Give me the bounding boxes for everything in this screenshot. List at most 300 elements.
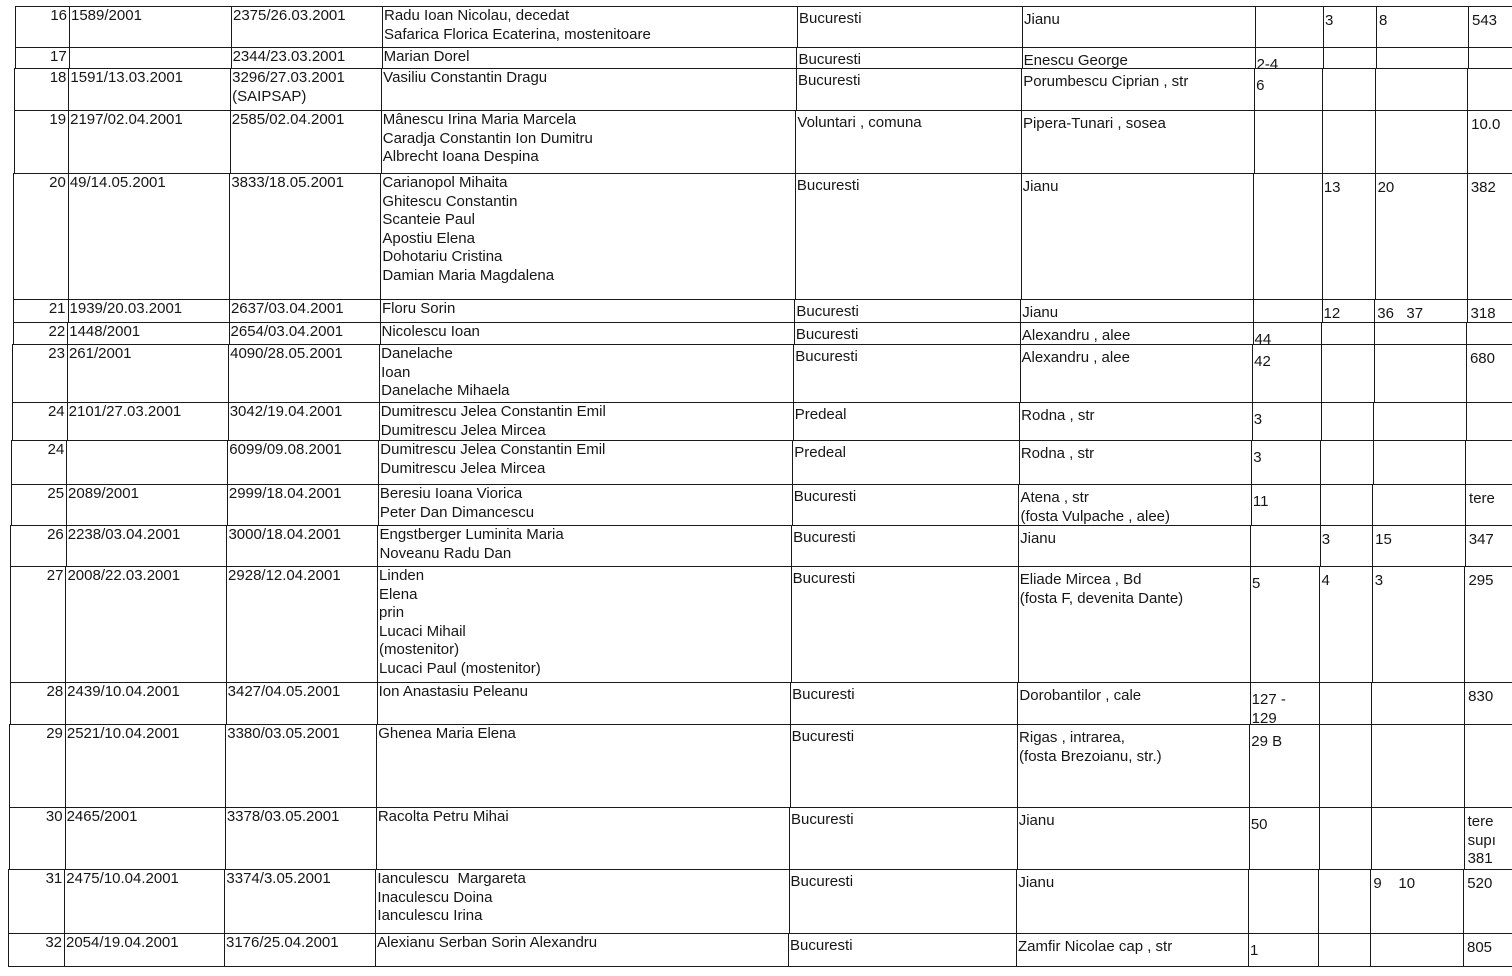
column-divider (1019, 402, 1020, 440)
column-divider (1248, 933, 1249, 966)
column-divider (11, 440, 12, 484)
street-number: 1 (1250, 942, 1259, 959)
claimant-names: Vasiliu Constantin Dragu (383, 69, 548, 86)
dosar-number: 1448/2001 (69, 323, 141, 340)
column-divider (1464, 682, 1465, 724)
column-divider (375, 933, 376, 966)
column-divider (796, 47, 797, 68)
street-name: Dorobantilor , cale (1019, 687, 1142, 704)
column-divider (1373, 402, 1374, 440)
street-name: Zamfir Nicolae cap , str (1018, 938, 1173, 955)
street-number: 42 (1254, 353, 1271, 370)
street-name: Jianu (1020, 530, 1056, 547)
surface-area: 543 (1472, 12, 1498, 29)
column-divider (377, 525, 378, 566)
column-divider (8, 933, 9, 966)
column-divider (1249, 807, 1250, 869)
column-divider (1376, 47, 1377, 68)
column-divider (14, 68, 15, 110)
column-divider (1017, 724, 1018, 807)
row-number: 32 (45, 934, 62, 951)
column-c1: 3 (1321, 531, 1331, 548)
row-number: 24 (47, 441, 65, 458)
column-divider (1022, 47, 1023, 68)
column-divider (1376, 6, 1377, 47)
column-divider (1468, 6, 1469, 47)
column-divider (1319, 724, 1320, 807)
column-divider (1468, 47, 1469, 68)
column-divider (1371, 682, 1372, 724)
row-number: 22 (48, 323, 66, 340)
column-divider (382, 47, 383, 68)
column-divider (1372, 566, 1373, 682)
column-divider (1372, 525, 1373, 566)
registration-number: 4090/28.05.2001 (230, 345, 343, 362)
column-divider (1255, 6, 1256, 47)
column-divider (1254, 110, 1255, 173)
column-c1: 13 (1323, 179, 1341, 196)
dosar-number: 2238/03.04.2001 (67, 526, 181, 543)
claimant-names: Ion Anastasiu Peleanu (378, 683, 528, 700)
surface-area: tere (1469, 490, 1495, 507)
column-divider (379, 402, 380, 440)
column-divider (1464, 807, 1465, 869)
surface-area: 680 (1469, 350, 1495, 367)
dosar-number: 2439/10.04.2001 (67, 683, 180, 700)
column-divider (68, 173, 69, 299)
column-divider (1021, 173, 1022, 299)
column-divider (9, 807, 10, 869)
column-divider (376, 724, 377, 807)
column-divider (1319, 807, 1320, 869)
column-divider (1322, 110, 1323, 173)
registration-number: 3296/27.03.2001 (SAIPSAP) (232, 69, 345, 105)
row-number: 29 (46, 725, 63, 742)
claimant-names: Beresiu Ioana Viorica Peter Dan Dimancescu (379, 485, 535, 521)
dosar-number: 2197/02.04.2001 (70, 111, 183, 128)
street-name: Atena , str (fosta Vulpache , alee) (1020, 489, 1170, 525)
registration-number: 3380/03.05.2001 (227, 725, 340, 742)
column-divider (1318, 933, 1319, 966)
column-divider (1249, 724, 1250, 807)
column-divider (68, 110, 69, 173)
locality: Bucuresti (792, 570, 856, 587)
street-name: Jianu (1022, 178, 1059, 195)
claimant-names: Engstberger Luminita Maria Noveanu Radu Dan (379, 526, 564, 562)
column-divider (1375, 173, 1376, 299)
column-divider (1251, 440, 1252, 484)
street-name: Rodna , str (1021, 407, 1095, 424)
locality: Bucuresti (793, 529, 856, 546)
dosar-number: 1939/20.03.2001 (69, 300, 183, 317)
registration-number: 2928/12.04.2001 (228, 567, 341, 584)
dosar-number: 49/14.05.2001 (69, 174, 166, 191)
row-number: 26 (47, 526, 64, 543)
row-number: 30 (45, 808, 63, 825)
locality: Bucuresti (795, 348, 858, 365)
column-divider (229, 299, 230, 322)
registration-number: 3833/18.05.2001 (231, 174, 344, 191)
column-divider (68, 299, 69, 322)
street-number: 44 (1254, 331, 1272, 348)
locality: Bucuresti (790, 937, 853, 954)
column-divider (1373, 440, 1374, 484)
claimant-names: Ianculescu Margareta Inaculescu Doina Ianculescu Irina (377, 870, 526, 925)
column-divider (9, 724, 10, 807)
locality: Predeal (794, 444, 846, 461)
column-divider (65, 807, 66, 869)
column-divider (1374, 322, 1375, 344)
street-number: 50 (1250, 816, 1268, 833)
dosar-number: 2089/2001 (68, 485, 139, 502)
surface-area: 520 (1467, 875, 1493, 892)
surface-area: 347 (1468, 531, 1494, 548)
row-number: 17 (50, 48, 67, 65)
claimant-names: Nicolescu Ioan (381, 323, 480, 340)
column-divider (1375, 110, 1376, 173)
column-c2: 36 37 (1377, 305, 1424, 322)
claimant-names: Floru Sorin (381, 300, 456, 317)
row-number: 28 (46, 683, 64, 700)
locality: Bucuresti (792, 686, 855, 703)
locality: Voluntari , comuna (797, 114, 922, 131)
column-divider (375, 869, 376, 933)
column-divider (377, 682, 378, 724)
column-divider (66, 440, 67, 484)
column-c1: 3 (1325, 12, 1334, 29)
column-divider (1254, 68, 1255, 110)
column-divider (1321, 322, 1322, 344)
column-divider (69, 6, 70, 47)
locality: Bucuresti (799, 10, 862, 27)
claimant-names: Marian Dorel (383, 48, 470, 65)
registration-number: 3378/03.05.2001 (226, 808, 340, 825)
registration-number: 2999/18.04.2001 (228, 485, 342, 502)
registration-number: 2375/26.03.2001 (233, 7, 346, 24)
column-divider (1016, 933, 1017, 966)
locality: Bucuresti (791, 811, 854, 828)
column-divider (231, 6, 232, 47)
column-divider (226, 566, 227, 682)
column-divider (225, 724, 226, 807)
column-divider (1253, 173, 1254, 299)
dosar-number: 261/2001 (68, 345, 132, 362)
street-name: Rigas , intrarea, (fosta Brezoianu, str.) (1019, 729, 1162, 765)
column-divider (12, 344, 13, 402)
registration-number: 3000/18.04.2001 (228, 526, 342, 543)
column-divider (793, 402, 794, 440)
street-number: 5 (1252, 575, 1261, 592)
column-divider (1465, 525, 1466, 566)
street-number: 3 (1253, 411, 1263, 428)
registration-number: 2637/03.04.2001 (230, 300, 344, 317)
locality: Bucuresti (795, 326, 859, 343)
column-divider (792, 484, 793, 525)
column-divider (1322, 299, 1323, 322)
street-number: 2-4 (1256, 56, 1279, 73)
surface-area: 10.0 (1471, 116, 1501, 133)
column-divider (1021, 110, 1022, 173)
street-number: 3 (1253, 449, 1262, 466)
column-divider (1018, 525, 1019, 566)
column-divider (1318, 869, 1319, 933)
row-number: 23 (48, 345, 65, 362)
column-divider (1466, 402, 1467, 440)
column-divider (65, 566, 66, 682)
column-divider (380, 322, 381, 344)
column-divider (1020, 344, 1021, 402)
row-number: 20 (49, 174, 66, 191)
column-divider (64, 869, 65, 933)
column-divider (1323, 6, 1324, 47)
column-divider (1464, 724, 1465, 807)
column-divider (789, 869, 790, 933)
column-divider (66, 484, 67, 525)
street-number: 6 (1256, 77, 1265, 94)
column-divider (1248, 869, 1249, 933)
column-divider (224, 933, 225, 966)
column-divider (1467, 110, 1468, 173)
column-divider (1017, 682, 1018, 724)
column-divider (1466, 344, 1467, 402)
locality: Bucuresti (796, 303, 859, 320)
surface-area: 805 (1467, 939, 1493, 956)
column-divider (378, 440, 379, 484)
surface-area: 295 (1468, 572, 1494, 589)
column-divider (227, 484, 228, 525)
column-divider (1374, 344, 1375, 402)
column-divider (376, 807, 377, 869)
column-divider (797, 6, 798, 47)
column-divider (1320, 484, 1321, 525)
column-divider (795, 173, 796, 299)
column-divider (790, 682, 791, 724)
column-divider (15, 47, 16, 68)
street-name: Rodna , str (1020, 445, 1095, 462)
column-divider (14, 110, 15, 173)
column-divider (1018, 566, 1019, 682)
column-divider (225, 807, 226, 869)
dosar-number: 2475/10.04.2001 (66, 870, 179, 887)
claimant-names: Ghenea Maria Elena (378, 725, 516, 742)
row-divider (8, 966, 1512, 967)
column-divider (792, 440, 793, 484)
column-divider (67, 344, 68, 402)
column-divider (1467, 173, 1468, 299)
column-divider (10, 525, 11, 566)
row-number: 18 (49, 69, 67, 86)
column-divider (1466, 322, 1467, 344)
registration-number: 2344/23.03.2001 (232, 48, 346, 65)
claimant-names: Danelache Ioan Danelache Mihaela (381, 345, 510, 400)
street-name: Alexandru , alee (1021, 327, 1131, 344)
column-divider (13, 173, 14, 299)
column-divider (791, 566, 792, 682)
row-number: 16 (50, 7, 67, 24)
column-divider (1018, 484, 1019, 525)
column-divider (1320, 525, 1321, 566)
row-number: 27 (46, 567, 64, 584)
column-divider (1252, 344, 1253, 402)
column-divider (1253, 322, 1254, 344)
street-name: Pipera-Tunari , sosea (1022, 115, 1166, 132)
registration-number: 3042/19.04.2001 (229, 403, 343, 420)
column-divider (226, 682, 227, 724)
locality: Bucuresti (790, 873, 854, 890)
street-name: Enescu George (1023, 52, 1128, 69)
surface-area: tere supı 381 (1467, 813, 1496, 868)
column-divider (231, 47, 232, 68)
column-divider (67, 402, 68, 440)
locality: Bucuresti (796, 177, 860, 194)
column-divider (378, 484, 379, 525)
column-divider (1016, 869, 1017, 933)
column-divider (1371, 807, 1372, 869)
column-divider (8, 869, 9, 933)
column-divider (1370, 933, 1371, 966)
dosar-number: 2465/2001 (66, 808, 138, 825)
surface-area: 830 (1468, 688, 1494, 705)
column-divider (794, 299, 795, 322)
column-divider (66, 525, 67, 566)
claimant-names: Dumitrescu Jelea Constantin Emil Dumitrescu Jelea Mircea (380, 403, 606, 439)
column-divider (1021, 68, 1022, 110)
column-divider (11, 484, 12, 525)
column-divider (12, 402, 13, 440)
street-name: Jianu (1024, 11, 1060, 28)
street-name: Jianu (1022, 304, 1059, 321)
column-divider (1323, 47, 1324, 68)
column-divider (1465, 484, 1466, 525)
column-c2: 8 (1379, 12, 1388, 29)
column-divider (1319, 566, 1320, 682)
column-c2: 20 (1377, 179, 1395, 196)
claimant-names: Dumitrescu Jelea Constantin Emil Dumitrescu Jelea Mircea (380, 441, 606, 477)
column-divider (381, 68, 382, 110)
column-c1: 12 (1323, 305, 1341, 322)
column-divider (15, 6, 16, 47)
column-divider (793, 344, 794, 402)
column-divider (789, 807, 790, 869)
column-divider (13, 322, 14, 344)
street-name: Eliade Mircea , Bd (fosta F, devenita Dante) (1019, 571, 1184, 607)
dosar-number: 1589/2001 (71, 7, 142, 24)
column-divider (1465, 440, 1466, 484)
column-divider (1020, 299, 1021, 322)
column-divider (1250, 525, 1251, 566)
dosar-number: 1591/13.03.2001 (70, 69, 184, 86)
dosar-number: 2101/27.03.2001 (68, 403, 182, 420)
locality: Bucuresti (791, 728, 855, 745)
claimant-names: Carianopol Mihaita Ghitescu Constantin Scanteie Paul Apostiu Elena Dohotariu Cristina Damian Maria Magdalena (382, 174, 555, 284)
surface-area: 382 (1470, 179, 1496, 196)
column-divider (1467, 68, 1468, 110)
column-divider (1250, 566, 1251, 682)
column-divider (1321, 402, 1322, 440)
column-c1: 4 (1321, 572, 1330, 589)
column-divider (380, 173, 381, 299)
column-divider (65, 724, 66, 807)
column-divider (791, 525, 792, 566)
column-divider (1370, 869, 1371, 933)
column-divider (1253, 299, 1254, 322)
column-divider (226, 525, 227, 566)
dosar-number: 2008/22.03.2001 (67, 567, 181, 584)
claimant-names: Alexianu Serban Sorin Alexandru (377, 934, 598, 951)
claimant-names: Racolta Petru Mihai (377, 808, 509, 825)
column-divider (67, 322, 68, 344)
column-divider (1255, 47, 1256, 68)
surface-area: 318 (1470, 305, 1496, 322)
column-divider (65, 682, 66, 724)
dosar-number: 2054/19.04.2001 (66, 934, 179, 951)
column-divider (1371, 724, 1372, 807)
column-divider (1020, 322, 1021, 344)
column-divider (1464, 566, 1465, 682)
column-divider (796, 68, 797, 110)
column-divider (230, 68, 231, 110)
claimant-names: Linden Elena prin Lucaci Mihail (mostenitor) Lucaci Paul (mostenitor) (379, 567, 541, 677)
column-divider (1319, 682, 1320, 724)
column-divider (229, 173, 230, 299)
column-divider (1372, 484, 1373, 525)
registration-number: 2585/02.04.2001 (231, 111, 345, 128)
row-number: 31 (45, 870, 63, 887)
column-divider (64, 933, 65, 966)
column-divider (379, 344, 380, 402)
column-divider (1252, 402, 1253, 440)
column-c2: 15 (1375, 531, 1392, 548)
street-name: Porumbescu Ciprian , str (1023, 73, 1189, 90)
column-divider (69, 47, 70, 68)
street-name: Jianu (1018, 874, 1055, 891)
column-divider (1322, 173, 1323, 299)
street-name: Jianu (1018, 812, 1055, 829)
column-divider (224, 869, 225, 933)
column-divider (10, 566, 11, 682)
column-divider (1022, 6, 1023, 47)
column-divider (228, 402, 229, 440)
column-divider (377, 566, 378, 682)
column-divider (230, 110, 231, 173)
locality: Bucuresti (798, 51, 861, 68)
locality: Bucuresti (793, 488, 857, 505)
street-number: 11 (1252, 493, 1269, 510)
claimant-names: Radu Ioan Nicolau, decedat Safarica Florica Ecaterina, mostenitoare (384, 7, 651, 43)
dosar-number: 2521/10.04.2001 (66, 725, 180, 742)
locality: Bucuresti (797, 72, 861, 89)
column-divider (229, 322, 230, 344)
row-number: 25 (47, 485, 65, 502)
street-number: 29 B (1251, 733, 1283, 750)
column-divider (788, 933, 789, 966)
street-number: 127 - 129 (1251, 691, 1286, 727)
column-divider (10, 682, 11, 724)
column-divider (790, 724, 791, 807)
registration-number: 3427/04.05.2001 (227, 683, 341, 700)
column-divider (1322, 68, 1323, 110)
column-divider (381, 110, 382, 173)
column-divider (13, 299, 14, 322)
row-number: 21 (48, 300, 66, 317)
row-number: 24 (47, 403, 65, 420)
column-divider (1463, 869, 1464, 933)
column-divider (1250, 682, 1251, 724)
registration-number: 3176/25.04.2001 (226, 934, 339, 951)
column-divider (1019, 440, 1020, 484)
column-divider (1374, 299, 1375, 322)
column-divider (1321, 344, 1322, 402)
